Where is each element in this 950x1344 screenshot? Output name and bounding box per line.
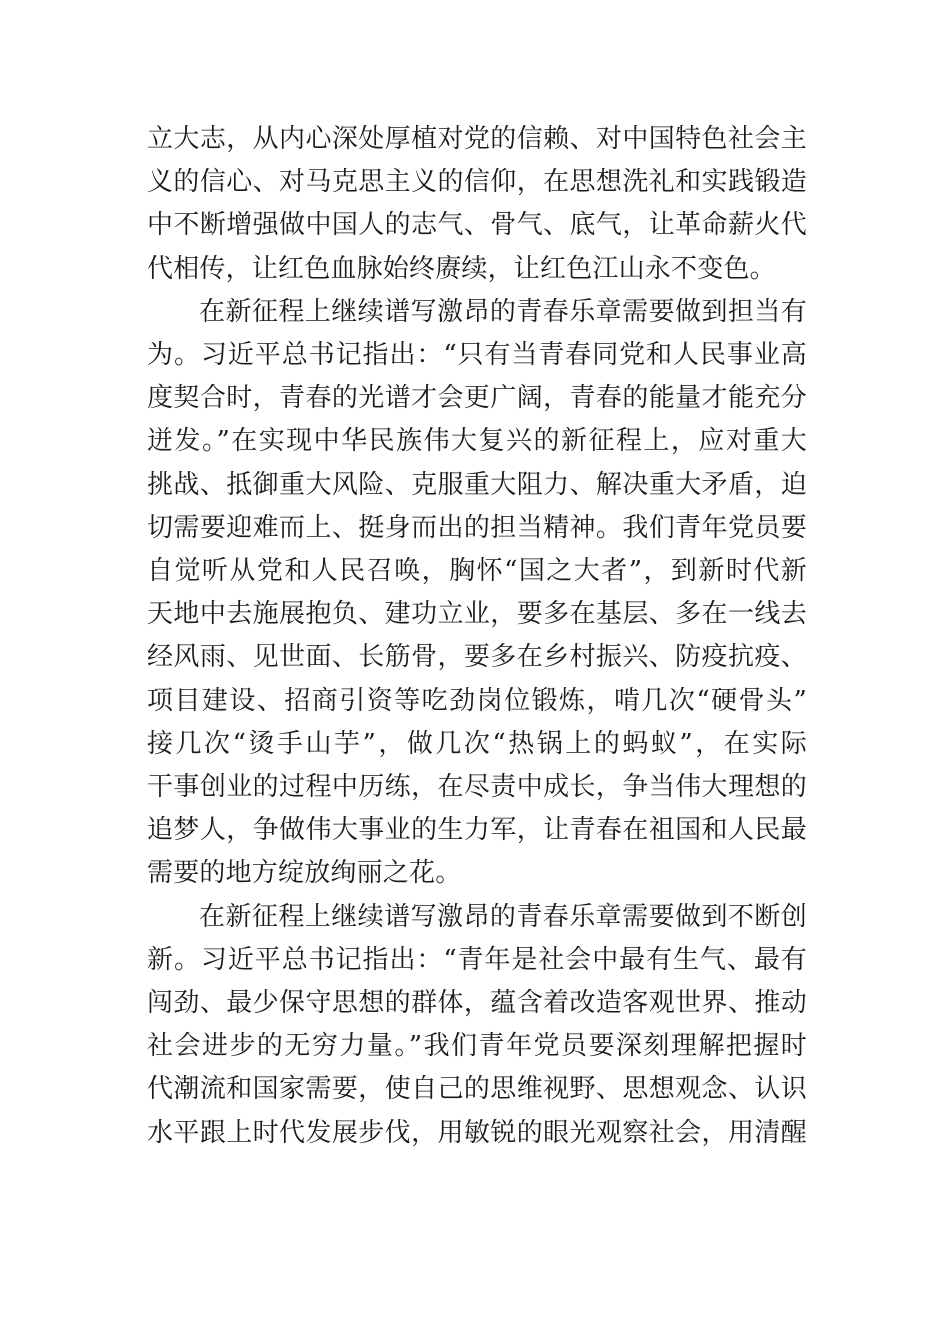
text-line: 水平跟上时代发展步伐，用敏锐的眼光观察社会，用清醒 <box>147 1117 807 1148</box>
text-line: 闯劲、最少保守思想的群体，蕴含着改造客观世界、推动 <box>147 988 807 1019</box>
text-line: 代潮流和国家需要，使自己的思维视野、思想观念、认识 <box>147 1074 807 1105</box>
text-line: 代相传，让红色血脉始终赓续，让红色江山永不变色。 <box>147 253 776 284</box>
paragraph-1 <box>147 118 807 291</box>
text-line: 天地中去施展抱负、建功立业，要多在基层、多在一线去 <box>147 599 807 630</box>
text-line: 接几次“烫手山芋”，做几次“热锅上的蚂蚁”，在实际 <box>147 728 807 759</box>
text-line: 义的信心、对马克思主义的信仰，在思想洗礼和实践锻造 <box>147 167 807 198</box>
text-line: 在新征程上继续谱写激昂的青春乐章需要做到不断创 <box>199 901 807 932</box>
text-line: 挑战、抵御重大风险、克服重大阻力、解决重大矛盾，迫 <box>147 469 807 500</box>
text-line: 干事创业的过程中历练，在尽责中成长，争当伟大理想的 <box>147 772 807 803</box>
text-line: 项目建设、招商引资等吃劲岗位锻炼，啃几次“硬骨头” <box>147 685 807 716</box>
text-line: 中不断增强做中国人的志气、骨气、底气，让革命薪火代 <box>147 210 807 241</box>
text-line: 为。习近平总书记指出：“只有当青春同党和人民事业高 <box>147 340 807 371</box>
text-line: 度契合时，青春的光谱才会更广阔，青春的能量才能充分 <box>147 383 807 414</box>
text-line: 迸发。”在实现中华民族伟大复兴的新征程上，应对重大 <box>147 426 807 457</box>
text-line: 在新征程上继续谱写激昂的青春乐章需要做到担当有 <box>199 296 807 327</box>
text-line: 需要的地方绽放绚丽之花。 <box>147 858 462 889</box>
text-line: 切需要迎难而上、挺身而出的担当精神。我们青年党员要 <box>147 512 807 543</box>
text-line: 自觉听从党和人民召唤，胸怀“国之大者”，到新时代新 <box>147 556 807 587</box>
document-body <box>147 118 807 1155</box>
text-line: 社会进步的无穷力量。”我们青年党员要深刻理解把握时 <box>147 1031 807 1062</box>
text-line: 立大志，从内心深处厚植对党的信赖、对中国特色社会主 <box>147 124 807 154</box>
text-line: 追梦人，争做伟大事业的生力军，让青春在祖国和人民最 <box>147 815 807 846</box>
paragraph-3 <box>147 896 807 1155</box>
text-line: 新。习近平总书记指出：“青年是社会中最有生气、最有 <box>147 944 807 975</box>
text-line: 经风雨、见世面、长筋骨，要多在乡村振兴、防疫抗疫、 <box>147 642 807 673</box>
paragraph-2 <box>147 291 807 896</box>
